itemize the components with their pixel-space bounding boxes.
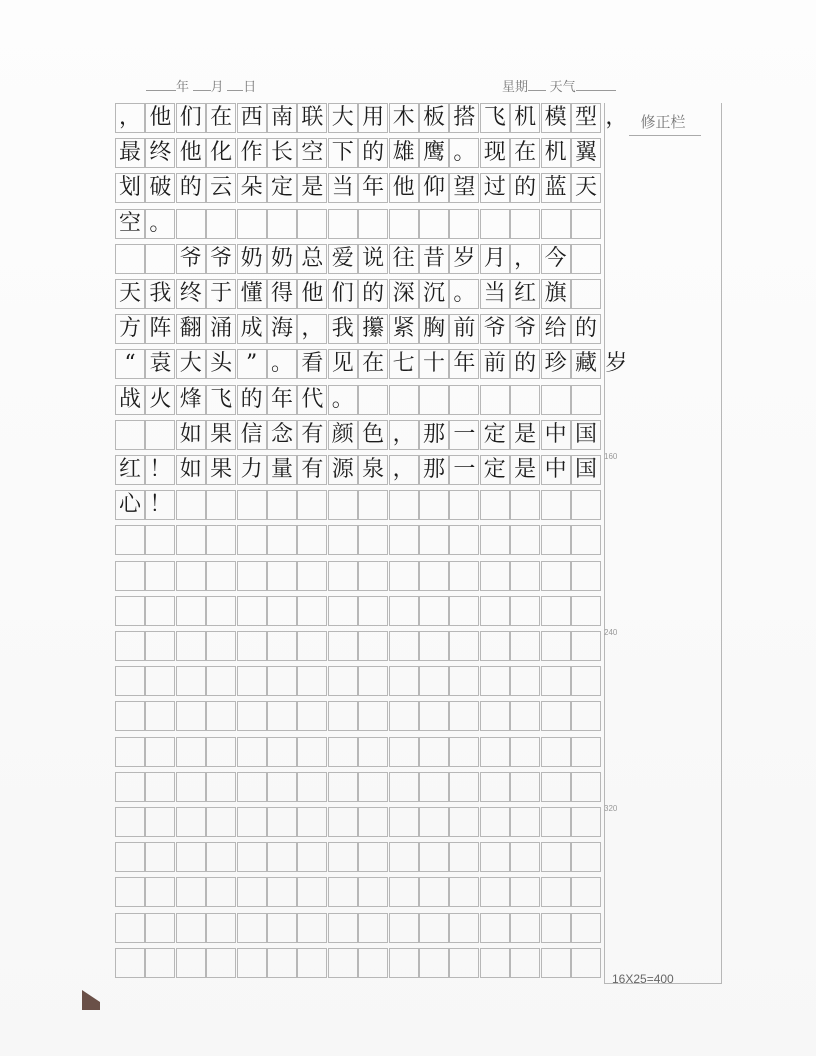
essay-char: 烽 — [179, 386, 202, 412]
essay-char: 年 — [270, 386, 293, 412]
essay-char: 一 — [453, 457, 476, 482]
essay-char: 型 — [574, 105, 597, 130]
essay-char: 搭 — [453, 105, 476, 130]
day-blank — [227, 78, 243, 91]
essay-char: 泉 — [362, 457, 385, 482]
essay-char: 模 — [544, 105, 567, 130]
year-blank — [146, 78, 176, 91]
essay-char — [115, 244, 145, 274]
essay-char: 心 — [118, 492, 141, 518]
essay-char: 说 — [362, 245, 385, 271]
essay-char: 空 — [301, 140, 324, 166]
essay-line — [115, 349, 628, 379]
essay-char — [115, 420, 145, 450]
essay-char: 代 — [301, 386, 324, 412]
essay-char: 破 — [149, 175, 172, 201]
essay-char: ， — [514, 245, 537, 271]
essay-line — [115, 314, 601, 344]
essay-char: 有 — [301, 421, 324, 447]
essay-char: 是 — [301, 175, 324, 201]
essay-char: 划 — [118, 175, 141, 201]
essay-char: 大 — [179, 351, 202, 377]
essay-char: ， — [605, 105, 628, 130]
essay-line — [115, 420, 601, 450]
day-label: 日 — [243, 79, 257, 94]
essay-char: 前 — [483, 351, 506, 377]
essay-char: 得 — [270, 281, 293, 306]
essay-char: 他 — [392, 175, 415, 201]
essay-char: 他 — [179, 140, 202, 166]
essay-line — [115, 244, 601, 274]
essay-char: 如 — [179, 421, 202, 447]
essay-char: 云 — [210, 175, 233, 201]
essay-char: 攥 — [362, 316, 385, 342]
essay-char: 化 — [210, 140, 233, 166]
essay-char: 的 — [574, 316, 597, 342]
essay-char: 过 — [483, 175, 506, 201]
essay-char: 往 — [392, 245, 415, 271]
essay-char — [145, 244, 175, 274]
essay-char: 翼 — [574, 140, 597, 166]
essay-char: 我 — [149, 281, 172, 306]
essay-char: 涌 — [210, 316, 233, 342]
word-count-320: 320 — [604, 804, 618, 813]
correction-column — [604, 103, 722, 984]
essay-char: 奶 — [270, 245, 293, 271]
essay-line — [115, 490, 601, 520]
essay-char: 终 — [179, 281, 202, 306]
essay-char: 飞 — [483, 105, 506, 130]
essay-char: 于 — [210, 281, 233, 306]
essay-char: 奶 — [240, 245, 263, 271]
essay-char: 爷 — [483, 316, 506, 342]
essay-char: ， — [118, 105, 141, 130]
essay-char: 天 — [118, 281, 141, 306]
correction-column-rule — [629, 135, 701, 136]
essay-char: 藏 — [574, 351, 597, 377]
essay-char: 红 — [514, 281, 537, 306]
year-label: 年 — [176, 79, 190, 94]
essay-line — [115, 209, 601, 239]
essay-char: 我 — [331, 316, 354, 342]
weekday-blank — [528, 78, 546, 91]
essay-char: 如 — [179, 457, 202, 482]
essay-line — [115, 138, 601, 168]
essay-char: 板 — [422, 105, 445, 130]
word-count-240: 240 — [604, 628, 618, 637]
essay-char: 岁 — [605, 351, 628, 377]
essay-char: 西 — [240, 105, 263, 130]
date-field — [146, 76, 256, 95]
essay-char: 颜 — [331, 421, 354, 447]
essay-char: 。 — [453, 281, 476, 306]
essay-char: 最 — [118, 140, 141, 166]
essay-char: 。 — [149, 210, 172, 236]
essay-char: 他 — [301, 281, 324, 306]
essay-char: 在 — [514, 140, 537, 166]
essay-char: 下 — [331, 140, 354, 166]
essay-char: 果 — [210, 457, 233, 482]
essay-char: 雄 — [392, 140, 415, 166]
essay-char: 机 — [514, 105, 537, 130]
essay-char: 那 — [422, 457, 445, 482]
correction-column-title: 修正栏 — [640, 114, 686, 131]
essay-char: 中 — [544, 457, 567, 482]
essay-char: 紧 — [392, 316, 415, 342]
essay-char: 的 — [179, 175, 202, 201]
essay-char: ， — [392, 457, 415, 482]
essay-char: 翻 — [179, 316, 202, 342]
essay-char: 爷 — [210, 245, 233, 271]
essay-char: 仰 — [422, 175, 445, 201]
essay-char: 定 — [483, 457, 506, 482]
essay-char: 十 — [422, 351, 445, 377]
essay-char: 。 — [453, 140, 476, 166]
essay-char: 爷 — [514, 316, 537, 342]
weekday-label: 星期 — [502, 79, 529, 94]
essay-char: 袁 — [149, 351, 172, 377]
essay-char: 看 — [301, 351, 324, 377]
essay-char: 前 — [453, 316, 476, 342]
essay-char: 头 — [210, 351, 233, 377]
grid-spec-label: 16X25=400 — [612, 972, 674, 986]
essay-char: 力 — [240, 457, 263, 482]
essay-char: “ — [124, 351, 136, 377]
essay-char: 在 — [362, 351, 385, 377]
essay-char: 。 — [270, 351, 293, 377]
essay-line — [115, 173, 601, 203]
essay-char: 现 — [483, 140, 506, 166]
essay-char: 深 — [392, 281, 415, 306]
essay-char: 终 — [149, 140, 172, 166]
essay-char: 定 — [270, 175, 293, 201]
essay-char: 果 — [210, 421, 233, 447]
essay-char: 信 — [240, 421, 263, 447]
essay-char: 们 — [331, 281, 354, 306]
month-label: 月 — [210, 79, 224, 94]
essay-char: 作 — [240, 140, 263, 166]
essay-char: 海 — [270, 316, 293, 342]
essay-char: 旗 — [544, 281, 567, 306]
essay-char: 方 — [118, 316, 141, 342]
essay-char: 岁 — [453, 245, 476, 271]
essay-char: 大 — [331, 105, 354, 130]
essay-char: 有 — [301, 457, 324, 482]
essay-char: 年 — [453, 351, 476, 377]
essay-char: ！ — [149, 492, 172, 518]
essay-char: 红 — [118, 457, 141, 482]
essay-char: ” — [245, 351, 258, 377]
essay-char: 。 — [331, 386, 354, 412]
essay-char: 年 — [362, 175, 385, 201]
essay-line — [115, 279, 601, 309]
essay-char: 昔 — [422, 245, 445, 271]
weather-label: 天气 — [549, 79, 576, 94]
weekday-weather-field — [502, 76, 616, 95]
essay-line — [115, 103, 628, 133]
essay-char: 中 — [544, 421, 567, 447]
essay-char: 木 — [392, 105, 415, 130]
essay-char: 用 — [362, 105, 385, 130]
essay-char: 蓝 — [544, 175, 567, 201]
essay-char: 给 — [544, 316, 567, 342]
essay-char: 成 — [240, 316, 263, 342]
essay-char: ， — [392, 421, 415, 447]
essay-char: 他 — [149, 105, 172, 130]
essay-char: 的 — [514, 351, 537, 377]
essay-line — [115, 455, 601, 485]
essay-char: 的 — [514, 175, 537, 201]
essay-char: 的 — [362, 281, 385, 306]
essay-char: 那 — [422, 421, 445, 447]
word-count-160: 160 — [604, 452, 618, 461]
essay-char: 机 — [544, 140, 567, 166]
essay-char: 望 — [453, 175, 476, 201]
essay-char: 阵 — [149, 316, 172, 342]
essay-char: 七 — [392, 351, 415, 377]
essay-char: 爷 — [179, 245, 202, 271]
essay-char: 当 — [331, 175, 354, 201]
essay-char: 量 — [270, 457, 293, 482]
essay-char: 的 — [240, 386, 263, 412]
essay-char: 月 — [483, 245, 506, 271]
essay-char: 联 — [301, 105, 324, 130]
essay-char: 在 — [210, 105, 233, 130]
essay-char: 沉 — [422, 281, 445, 306]
essay-char: 飞 — [210, 386, 233, 412]
essay-char: 的 — [362, 140, 385, 166]
essay-char: 懂 — [240, 281, 263, 306]
essay-char: 定 — [483, 421, 506, 447]
essay-char: 见 — [331, 351, 354, 377]
essay-char: 今 — [544, 245, 567, 271]
essay-char: 爱 — [331, 245, 354, 271]
essay-char: 空 — [118, 210, 141, 236]
essay-char: 朵 — [240, 175, 263, 201]
essay-char: 当 — [483, 281, 506, 306]
essay-char: 国 — [574, 457, 597, 482]
essay-char: 长 — [270, 140, 293, 166]
essay-char: ， — [301, 316, 324, 342]
essay-char: 战 — [118, 386, 141, 412]
essay-char: 源 — [331, 457, 354, 482]
essay-char: 南 — [270, 105, 293, 130]
essay-char: 是 — [514, 457, 537, 482]
essay-char: 鹰 — [422, 140, 445, 166]
essay-char — [145, 420, 175, 450]
essay-line — [115, 385, 601, 415]
month-blank — [193, 78, 211, 91]
page-header — [0, 76, 816, 100]
essay-char: 珍 — [544, 351, 567, 377]
essay-char: 一 — [453, 421, 476, 447]
essay-char: 总 — [301, 245, 324, 271]
essay-char: 国 — [574, 421, 597, 447]
essay-char: ！ — [149, 457, 172, 482]
essay-char: 是 — [514, 421, 537, 447]
essay-char: 们 — [179, 105, 202, 130]
weather-blank — [576, 78, 616, 91]
essay-char: 胸 — [422, 316, 445, 342]
essay-char: 念 — [270, 421, 293, 447]
essay-char: 天 — [574, 175, 597, 201]
essay-char: 火 — [149, 386, 172, 412]
essay-char: 色 — [362, 421, 385, 447]
